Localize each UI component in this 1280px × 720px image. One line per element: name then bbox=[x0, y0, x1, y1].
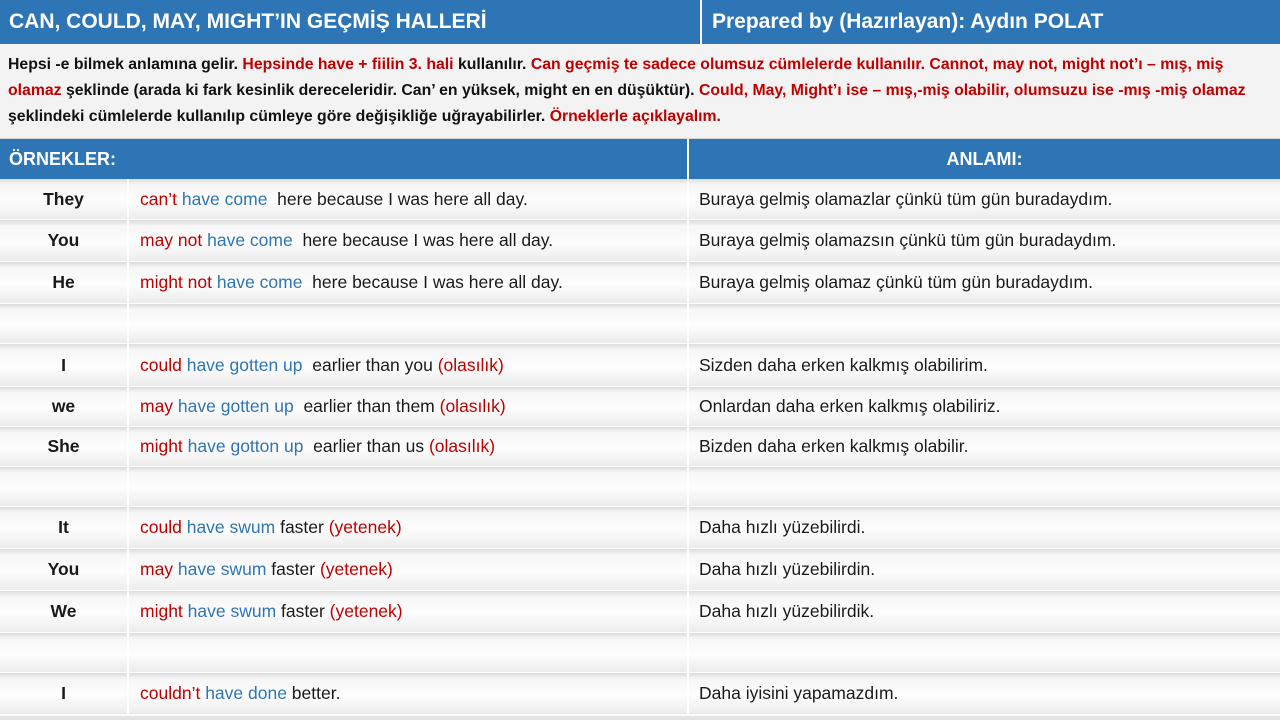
example-rest: earlier than them bbox=[293, 396, 440, 416]
table-row bbox=[0, 633, 1280, 673]
row-subject: We bbox=[0, 591, 129, 632]
example-rest: faster bbox=[276, 601, 330, 621]
example-have-verb: have come bbox=[202, 230, 293, 250]
example-modal: may not bbox=[140, 230, 203, 250]
example-have-verb: have gotten up bbox=[173, 396, 294, 416]
example-have-verb: have come bbox=[176, 188, 268, 209]
row-subject bbox=[0, 304, 129, 343]
bottom-divider bbox=[0, 716, 1280, 720]
row-example bbox=[129, 591, 689, 632]
example-have-verb: have come bbox=[211, 272, 303, 292]
row-example bbox=[129, 304, 689, 343]
example-note: (yetenek) bbox=[329, 601, 403, 621]
example-note: (yetenek) bbox=[319, 559, 393, 579]
row-meaning bbox=[689, 633, 1280, 672]
row-example bbox=[129, 673, 689, 714]
example-modal: couldn’t bbox=[140, 683, 201, 703]
example-modal: could bbox=[140, 354, 182, 375]
row-meaning: Bizden daha erken kalkmış olabilir. bbox=[699, 436, 969, 456]
row-example bbox=[129, 507, 689, 548]
row-example bbox=[129, 262, 689, 303]
row-subject: I bbox=[0, 344, 129, 386]
example-have-verb: have swum bbox=[182, 601, 277, 621]
table-row bbox=[0, 591, 1280, 633]
row-meaning bbox=[689, 467, 1280, 506]
example-have-verb: have gotton up bbox=[182, 436, 304, 456]
example-rest: here because I was here all day. bbox=[292, 230, 554, 250]
table-row bbox=[0, 507, 1280, 549]
row-example bbox=[129, 344, 689, 386]
example-rest: better. bbox=[286, 683, 341, 703]
row-subject: I bbox=[0, 673, 129, 714]
intro-text-3: şeklinde (arada ki fark kesinlik dereceleridir. Can’ en yüksek, might en en düşüktür). bbox=[61, 82, 699, 99]
row-subject: They bbox=[0, 179, 129, 219]
examples-table bbox=[0, 179, 1280, 715]
table-row bbox=[0, 467, 1280, 507]
table-header bbox=[0, 139, 1280, 179]
example-have-verb: have swum bbox=[181, 517, 276, 537]
example-have-verb: have gotten up bbox=[181, 354, 303, 375]
table-row bbox=[0, 179, 1280, 220]
table-row bbox=[0, 549, 1280, 591]
table-row bbox=[0, 262, 1280, 304]
row-example bbox=[129, 633, 689, 672]
row-meaning: Daha hızlı yüzebilirdik. bbox=[699, 601, 875, 621]
intro-text-4: şeklindeki cümlelerde kullanılıp cümleye göre değişikliğe uğrayabilirler. bbox=[8, 108, 550, 125]
intro-text-1: Hepsi -e bilmek anlamına gelir. bbox=[8, 56, 243, 73]
table-row bbox=[0, 387, 1280, 427]
example-rest: faster bbox=[266, 559, 320, 579]
column-header-meaning: ANLAMI: bbox=[946, 148, 1023, 169]
table-row bbox=[0, 427, 1280, 467]
page-title: CAN, COULD, MAY, MIGHT’IN GEÇMİŞ HALLERİ bbox=[0, 0, 702, 44]
example-rest: earlier than us bbox=[303, 436, 429, 456]
row-meaning: Buraya gelmiş olamazsın çünkü tüm gün buradaydım. bbox=[699, 230, 1117, 250]
example-note: (yetenek) bbox=[328, 517, 402, 537]
row-subject bbox=[0, 467, 129, 506]
row-example bbox=[129, 549, 689, 590]
row-subject: She bbox=[0, 427, 129, 466]
row-meaning: Daha hızlı yüzebilirdin. bbox=[699, 559, 876, 579]
title-bar bbox=[0, 0, 1280, 44]
row-subject: It bbox=[0, 507, 129, 548]
table-row bbox=[0, 673, 1280, 715]
row-meaning: Onlardan daha erken kalkmış olabiliriz. bbox=[699, 396, 1001, 416]
intro-paragraph bbox=[0, 44, 1280, 139]
example-modal: can’t bbox=[140, 188, 177, 209]
row-subject: You bbox=[0, 220, 129, 261]
example-rest: here because I was here all day. bbox=[267, 188, 528, 209]
row-meaning: Daha iyisini yapamazdım. bbox=[699, 683, 899, 703]
example-modal: may bbox=[140, 559, 174, 579]
example-note: (olasılık) bbox=[428, 436, 496, 456]
intro-highlight-3: Could, May, Might’ı ise – mış,-miş olabilir, olumsuzu ise -mış -miş olamaz bbox=[698, 82, 1246, 99]
row-meaning: Daha hızlı yüzebilirdi. bbox=[699, 517, 866, 537]
example-modal: might not bbox=[140, 272, 212, 292]
table-row bbox=[0, 220, 1280, 262]
row-example bbox=[129, 220, 689, 261]
table-row bbox=[0, 304, 1280, 344]
row-meaning: Buraya gelmiş olamazlar çünkü tüm gün buradaydım. bbox=[699, 188, 1113, 209]
row-subject bbox=[0, 633, 129, 672]
row-example bbox=[129, 427, 689, 466]
example-have-verb: have done bbox=[200, 683, 287, 703]
example-rest: here because I was here all day. bbox=[302, 272, 563, 292]
row-meaning: Sizden daha erken kalkmış olabilirim. bbox=[699, 354, 988, 375]
row-meaning: Buraya gelmiş olamaz çünkü tüm gün buradaydım. bbox=[699, 272, 1093, 292]
intro-highlight-4: Örneklerle açıklayalım. bbox=[549, 108, 721, 125]
author-credit: Prepared by (Hazırlayan): Aydın POLAT bbox=[712, 10, 1104, 33]
intro-highlight-2: Can geçmiş te sadece olumsuz cümlelerde kullanılır. Cannot, may not, might not’ı – mış, miş olamaz bbox=[8, 56, 1224, 99]
example-rest: faster bbox=[275, 517, 329, 537]
example-note: (olasılık) bbox=[437, 354, 504, 375]
row-example bbox=[129, 467, 689, 506]
row-example bbox=[129, 179, 689, 219]
example-have-verb: have swum bbox=[173, 559, 267, 579]
row-example bbox=[129, 387, 689, 426]
example-modal: might bbox=[140, 601, 183, 621]
row-subject: He bbox=[0, 262, 129, 303]
intro-text-2: kullanılır. bbox=[453, 56, 531, 73]
intro-highlight-1: Hepsinde have + fiilin 3. hali bbox=[242, 56, 454, 73]
example-note: (olasılık) bbox=[439, 396, 506, 416]
example-rest: earlier than you bbox=[302, 354, 438, 375]
example-modal: might bbox=[140, 436, 183, 456]
example-modal: may bbox=[140, 396, 174, 416]
example-modal: could bbox=[140, 517, 182, 537]
row-meaning bbox=[689, 304, 1280, 343]
row-subject: You bbox=[0, 549, 129, 590]
column-header-examples: ÖRNEKLER: bbox=[0, 139, 689, 179]
row-subject: we bbox=[0, 387, 129, 426]
table-row bbox=[0, 344, 1280, 387]
